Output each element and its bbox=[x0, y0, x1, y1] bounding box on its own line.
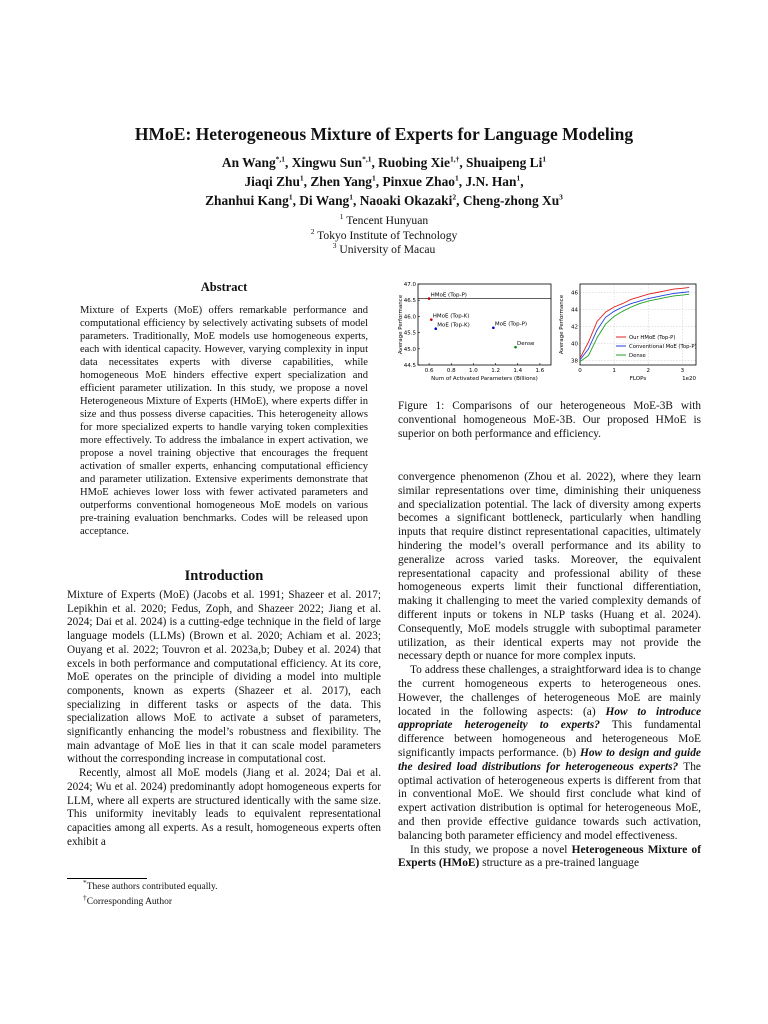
x-axis-label: Num of Activated Parameters (Billions) bbox=[431, 376, 538, 382]
x-tick-label: 2 bbox=[646, 368, 650, 374]
figure1-caption: Figure 1: Comparisons of our heterogeneous MoE-3B with conventional homogeneous MoE-3B. Our proposed HMoE is superior on both performance and efficiency. bbox=[398, 400, 701, 440]
footnote-rule bbox=[67, 878, 147, 879]
affiliation-2: $^2$ Tokyo Institute of Technology bbox=[310, 227, 458, 242]
y-tick-label: 46.0 bbox=[403, 314, 416, 321]
abstract-text: Mixture of Experts (MoE) offers remarkable performance and computational efficiency by selectively activating subsets of model parameters. Traditionally, MoE models use homogeneous experts, each with identical capacity. However, varying complexity in input data necessitates experts with diverse capabilities, while homogeneous MoE hinders effective expert specialization and efficient parameter utilization. In this study, we propose a novel Heterogeneous Mixture of Experts (HMoE), where experts differ in size and thus possess diverse capacities. This heterogeneity allows for more specialized experts to handle varying token complexities more effectively. To address the imbalance in expert activation, we propose a novel training objective that encourages the frequent activation of smaller experts, enhancing computational efficiency and parameter utilization. Extensive experiments demonstrate that HMoE achieves lower loss with fewer activated parameters and outperforms conventional homogeneous MoE models on various pre-training evaluation benchmarks. Codes will be released upon acceptance. bbox=[80, 305, 368, 537]
author-affiliation-mark: 3 bbox=[559, 192, 563, 202]
author-name: Shuaipeng Li bbox=[466, 155, 543, 170]
x-tick-label: 1.0 bbox=[469, 368, 478, 374]
x-tick-label: 1.2 bbox=[491, 368, 500, 374]
figure1-line-chart bbox=[556, 278, 702, 390]
x-axis-label: FLOPs bbox=[629, 376, 647, 382]
author-name: Zhanhui Kang bbox=[205, 193, 289, 208]
data-point-label: MoE (Top-P) bbox=[494, 321, 528, 328]
right-paragraph-2: To address these challenges, a straightforward idea is to change the current homogeneous experts to heterogeneous ones. However, the challenges of heterogeneous MoE are mainly located in the following aspects: (a) How to introduce appropriate heterogeneity to experts? This fundamental difference between homogeneous and heterogeneous MoE significantly impacts performance. (b) How to design and guide the desired load distributions for heterogeneous experts? The optimal activation of heterogeneous experts is different from that in conventional MoE. We should first conclude what kind of expert activation distribution is optimal for heterogeneous MoE, and then provide effective guidance towards such activation, balancing both parameter efficiency and model effectiveness. bbox=[398, 664, 701, 842]
author-affiliation-mark: 1 bbox=[288, 192, 293, 202]
intro-paragraph-2: Recently, almost all MoE models (Jiang et al. 2024; Dai et al. 2024; Wu et al. 2024) predominantly adopt homogeneous experts for LLM, where all experts are structured identically with the same size. This uniformity inevitably leads to equivalent representational capacities among all experts. As a result, homogeneous experts often exhibit a bbox=[67, 767, 381, 848]
author-affiliation-mark: 1,† bbox=[449, 154, 460, 164]
author-affiliation-mark: 1 bbox=[542, 154, 547, 164]
author-line-2: Jiaqi Zhu$^1$, Zhen Yang$^1$, Pinxue Zhao$^1$, J.N. Han$^1$, bbox=[244, 173, 524, 189]
footnote-2: †Corresponding Author bbox=[83, 892, 172, 907]
legend-label: Conventional MoE (Top-P) bbox=[629, 344, 697, 350]
y-tick-label: 47.0 bbox=[403, 282, 416, 288]
data-point-label: Dense bbox=[517, 341, 535, 348]
x-tick-label: 0.8 bbox=[446, 368, 456, 374]
author-name: Jiaqi Zhu bbox=[244, 174, 300, 189]
legend-label: Our HMoE (Top-P) bbox=[629, 335, 676, 341]
footnote-1: *These authors contributed equally. bbox=[83, 877, 218, 892]
x-tick-label: 3 bbox=[680, 368, 685, 374]
author-affiliation-mark: 1 bbox=[455, 173, 459, 183]
y-tick-label: 45.5 bbox=[403, 330, 416, 337]
right-paragraph-3: In this study, we propose a novel Heterogeneous Mixture of Experts (HMoE) structure as a pre-trained language bbox=[398, 843, 701, 870]
intro-paragraph-1: Mixture of Experts (MoE) (Jacobs et al. 1991; Shazeer et al. 2017; Lepikhin et al. 2020; Fedus, Zoph, and Shazeer 2022; Jiang et al. 2024; Dai et al. 2024) is a cutting-edge technique in the field of large language models (LLMs) (Brown et al. 2020; Achiam et al. 2023; Ouyang et al. 2022; Touvron et al. 2023a,b; Dubey et al. 2024) that excels in both performance and computational efficiency. At its core, MoE operates on the principle of dividing a model into multiple components, known as experts (Shazeer et al. 2017), each specializing in different tasks or aspects of the data. This specialization allows MoE to activate a subset of parameters, significantly enhancing the model’s robustness and flexibility. The main advantage of MoE lies in that it can scale model parameters without the corresponding increase in computational cost. bbox=[67, 589, 381, 766]
data-point-label: HMoE (Top-P) bbox=[430, 292, 467, 299]
author-line-1: An Wang$^{*,1}$, Xingwu Sun$^{*,1}$, Ruobing Xie$^{1,\dagger}$, Shuaipeng Li$^1$ bbox=[221, 154, 547, 170]
author-name: Di Wang bbox=[299, 193, 350, 208]
author-line-3: Zhanhui Kang$^1$, Di Wang$^1$, Naoaki Okazaki$^2$, Cheng-zhong Xu$^3$ bbox=[205, 192, 563, 208]
author-affiliation-mark: *,1 bbox=[275, 154, 286, 164]
right-paragraph-1: convergence phenomenon (Zhou et al. 2022), where they learn similar representations over time, diminishing their uniqueness and specialization potential. The lack of diversity among experts becomes a significant bottleneck, particularly when handling inputs that require distinct representational capacities, ultimately hindering the model’s overall performance and its ability to generalize across varied tasks. Moreover, the equivalent representational capacity and professional ability of these homogeneous experts limit their functional differentiation, making it challenging to meet the varied complexity demands of different inputs or tokens in NLP tasks (Huang et al. 2024). Consequently, MoE models struggle with suboptimal parameter utilization, as their identical experts may not provide the necessary depth or nuance for more complex inputs. bbox=[398, 471, 701, 663]
author-affiliation-mark: *,1 bbox=[362, 154, 372, 164]
x-tick-label: 0 bbox=[578, 368, 582, 374]
author-name: Cheng-zhong Xu bbox=[462, 193, 560, 208]
affiliation-3: $^3$ University of Macau bbox=[332, 241, 436, 256]
y-tick-label: 46.5 bbox=[403, 298, 416, 305]
author-name: Ruobing Xie bbox=[378, 155, 450, 170]
author-name: Naoaki Okazaki bbox=[359, 193, 453, 208]
right-column-body bbox=[398, 471, 701, 871]
author-name: Zhen Yang bbox=[310, 174, 372, 189]
paper-title: HMoE: Heterogeneous Mixture of Experts for Language Modeling bbox=[134, 124, 634, 144]
introduction-heading: Introduction bbox=[184, 568, 264, 584]
figure1-scatter-chart bbox=[396, 278, 558, 390]
x-tick-label: 0.6 bbox=[424, 368, 434, 374]
author-name: J.N. Han bbox=[465, 174, 517, 189]
author-name: Xingwu Sun bbox=[291, 155, 363, 170]
x-tick-label: 1 bbox=[612, 368, 616, 374]
author-affiliation-mark: 1 bbox=[299, 173, 304, 183]
y-tick-label: 40 bbox=[571, 341, 578, 348]
affiliation-1: $^1$ Tencent Hunyuan bbox=[339, 212, 429, 227]
y-axis-label: Average Performance bbox=[398, 294, 404, 355]
abstract-heading: Abstract bbox=[200, 280, 248, 294]
author-affiliation-mark: 1 bbox=[372, 173, 376, 183]
y-tick-label: 42 bbox=[571, 324, 578, 331]
data-point-label: HMoE (Top-K) bbox=[432, 313, 470, 320]
x-tick-label: 1.4 bbox=[513, 368, 523, 374]
author-affiliation-mark: 1 bbox=[349, 192, 354, 202]
series-line bbox=[580, 294, 689, 361]
y-tick-label: 38 bbox=[571, 358, 578, 365]
y-axis-label: Average Performance bbox=[559, 294, 565, 355]
y-tick-label: 44.5 bbox=[403, 363, 416, 369]
x-tick-label: 1.6 bbox=[535, 368, 545, 374]
author-name: An Wang bbox=[221, 155, 276, 170]
y-tick-label: 46 bbox=[571, 290, 578, 297]
author-name: Pinxue Zhao bbox=[382, 174, 456, 189]
author-affiliation-mark: 2 bbox=[452, 192, 457, 202]
legend-label: Dense bbox=[629, 353, 646, 359]
author-affiliation-mark: 1 bbox=[516, 173, 521, 183]
y-tick-label: 45.0 bbox=[403, 346, 416, 353]
data-point-label: MoE (Top-K) bbox=[437, 322, 470, 329]
introduction-body bbox=[67, 589, 381, 849]
y-tick-label: 44 bbox=[571, 307, 578, 314]
x-scale-note: 1e20 bbox=[682, 376, 696, 382]
